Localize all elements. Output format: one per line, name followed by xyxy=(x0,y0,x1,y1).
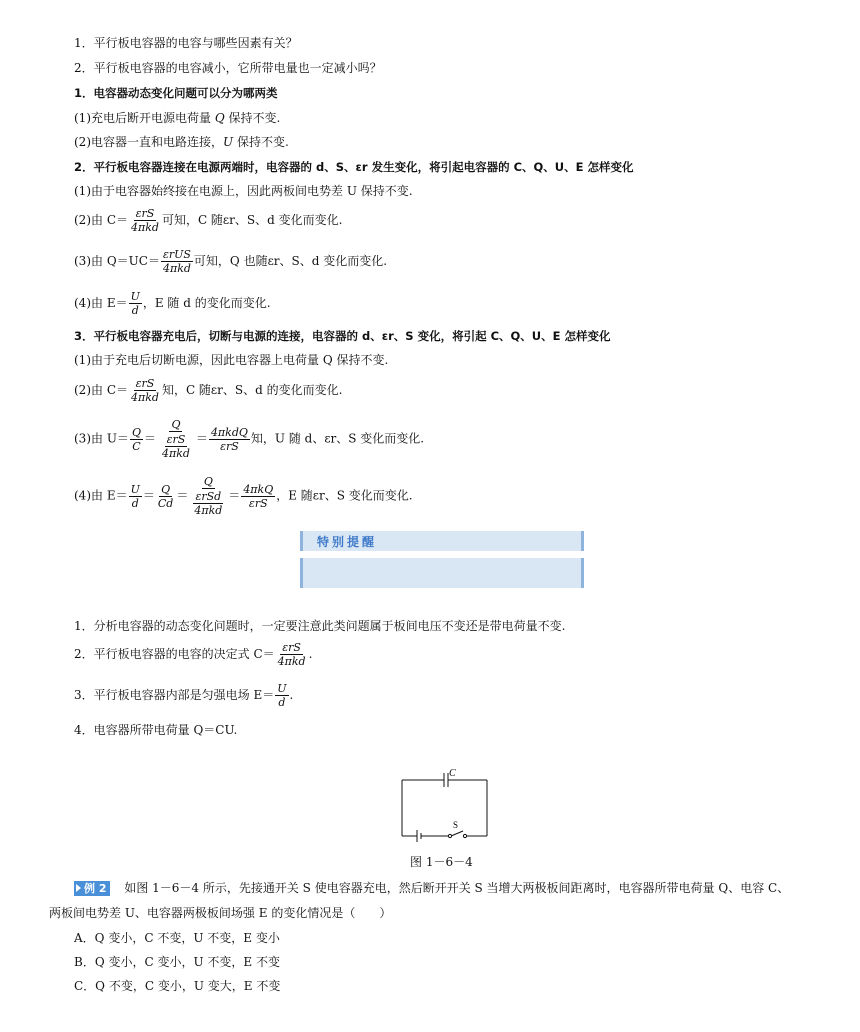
special-reminder-box xyxy=(300,558,584,588)
section3-item1: (1)由于充电后切断电源，因此电容器上电荷量 Q 保持不变. xyxy=(74,353,389,367)
section1-item1: (1)充电后断开电源电荷量 Q 保持不变. xyxy=(74,111,281,125)
reminder-1: 1．分析电容器的动态变化问题时，一定要注意此类问题属于板间电压不变还是带电荷量不变. xyxy=(74,619,566,633)
reminder-3: 3．平行板电容器内部是匀强电场 E＝ $\frac{U}{d}$ . xyxy=(74,682,294,709)
reminder-4: 4．电容器所带电荷量 Q＝CU. xyxy=(74,723,238,737)
example-tag: 例 2 xyxy=(74,881,110,896)
option-b: B．Q 变小，C 变小，U 不变，E 不变 xyxy=(74,955,280,969)
question-1: 1．平行板电容器的电容与哪些因素有关？ xyxy=(74,36,298,50)
section1-heading: 1．电容器动态变化问题可以分为哪两类 xyxy=(74,86,278,100)
reminder-2: 2．平行板电容器的电容的决定式 C＝ $\frac{\text{εrS}}{\text{4πkd}}$ . xyxy=(74,641,313,668)
section2-item3: (3)由 Q＝UC＝ $\frac{\text{εrUS}}{\text{4πkd}}$ 可知，Q 也随εr、S、d 变化而变化. xyxy=(74,248,388,275)
formula-capacitance: $\frac{\text{εrS}}{\text{4πkd}}$ xyxy=(131,377,159,404)
banner-title: 特别提醒 xyxy=(317,535,378,549)
figure-caption: 图 1－6－4 xyxy=(410,855,473,869)
section2-item2: (2)由 C＝ $\frac{\text{εrS}}{\text{4πkd}}$ 可知，C 随εr、S、d 变化而变化. xyxy=(74,207,343,234)
formula-charge: $\frac{\text{εrUS}}{\text{4πkd}}$ xyxy=(162,248,191,275)
example-line-1: 例 2 如图 1－6－4 所示，先接通开关 S 使电容器充电，然后断开开关 S 当增大两极板间距离时，电容器所带电荷量 Q、电容 C、 xyxy=(74,880,789,896)
formula-field: $\frac{U}{d}$ xyxy=(130,290,140,317)
section1-item2: (2)电容器一直和电路连接，U 保持不变. xyxy=(74,135,289,149)
option-c: C．Q 不变，C 变小，U 变大，E 不变 xyxy=(74,979,281,993)
capacitor-label: C xyxy=(449,768,456,779)
switch-label: S xyxy=(453,820,459,830)
example-line-2: 两板间电势差 U、电容器两极板间场强 E 的变化情况是（ ） xyxy=(49,906,392,920)
special-reminder-banner xyxy=(300,531,584,551)
formula-capacitance: $\frac{\text{εrS}}{\text{4πkd}}$ xyxy=(131,207,159,234)
section3-item2: (2)由 C＝ $\frac{\text{εrS}}{\text{4πkd}}$ 知，C 随εr、S、d 的变化而变化. xyxy=(74,377,343,404)
section2-heading: 2．平行板电容器连接在电源两端时，电容器的 d、S、εr 发生变化，将引起电容器的 C、Q、U、E 怎样变化 xyxy=(74,160,634,174)
section3-heading: 3．平行板电容器充电后，切断与电源的连接，电容器的 d、εr、S 变化，将引起 C、Q、U、E 怎样变化 xyxy=(74,329,611,343)
section2-item4: (4)由 E＝ $\frac{U}{d}$ ，E 随 d 的变化而变化. xyxy=(74,290,271,317)
section3-item4: (4)由 E＝ $\frac{U}{d}$ ＝ $\frac{Q}{Cd}$ ＝ $\frac{Q}{\frac{\text{εrSd}}{\text{4πkd}}}$ ＝ $\frac{\text{4πkQ}}{\text{εrS}}$ ，E 随εr、S 变化而变化. xyxy=(74,475,413,517)
section3-item3: (3)由 U＝ $\frac{Q}{C}$ ＝ $\frac{Q}{\frac{\text{εrS}}{\text{4πkd}}}$ ＝ $\frac{\text{4πkdQ}}{\text{εrS}}$ 知，U 随 d、εr、S 变化而变化. xyxy=(74,418,425,460)
circuit-diagram xyxy=(395,766,495,844)
section2-item1: (1)由于电容器始终接在电源上，因此两板间电势差 U 保持不变. xyxy=(74,184,413,198)
option-a: A．Q 变小，C 不变，U 不变，E 变小 xyxy=(74,931,280,945)
question-2: 2．平行板电容器的电容减小，它所带电量也一定减小吗？ xyxy=(74,61,382,75)
switch-blade xyxy=(451,831,463,836)
